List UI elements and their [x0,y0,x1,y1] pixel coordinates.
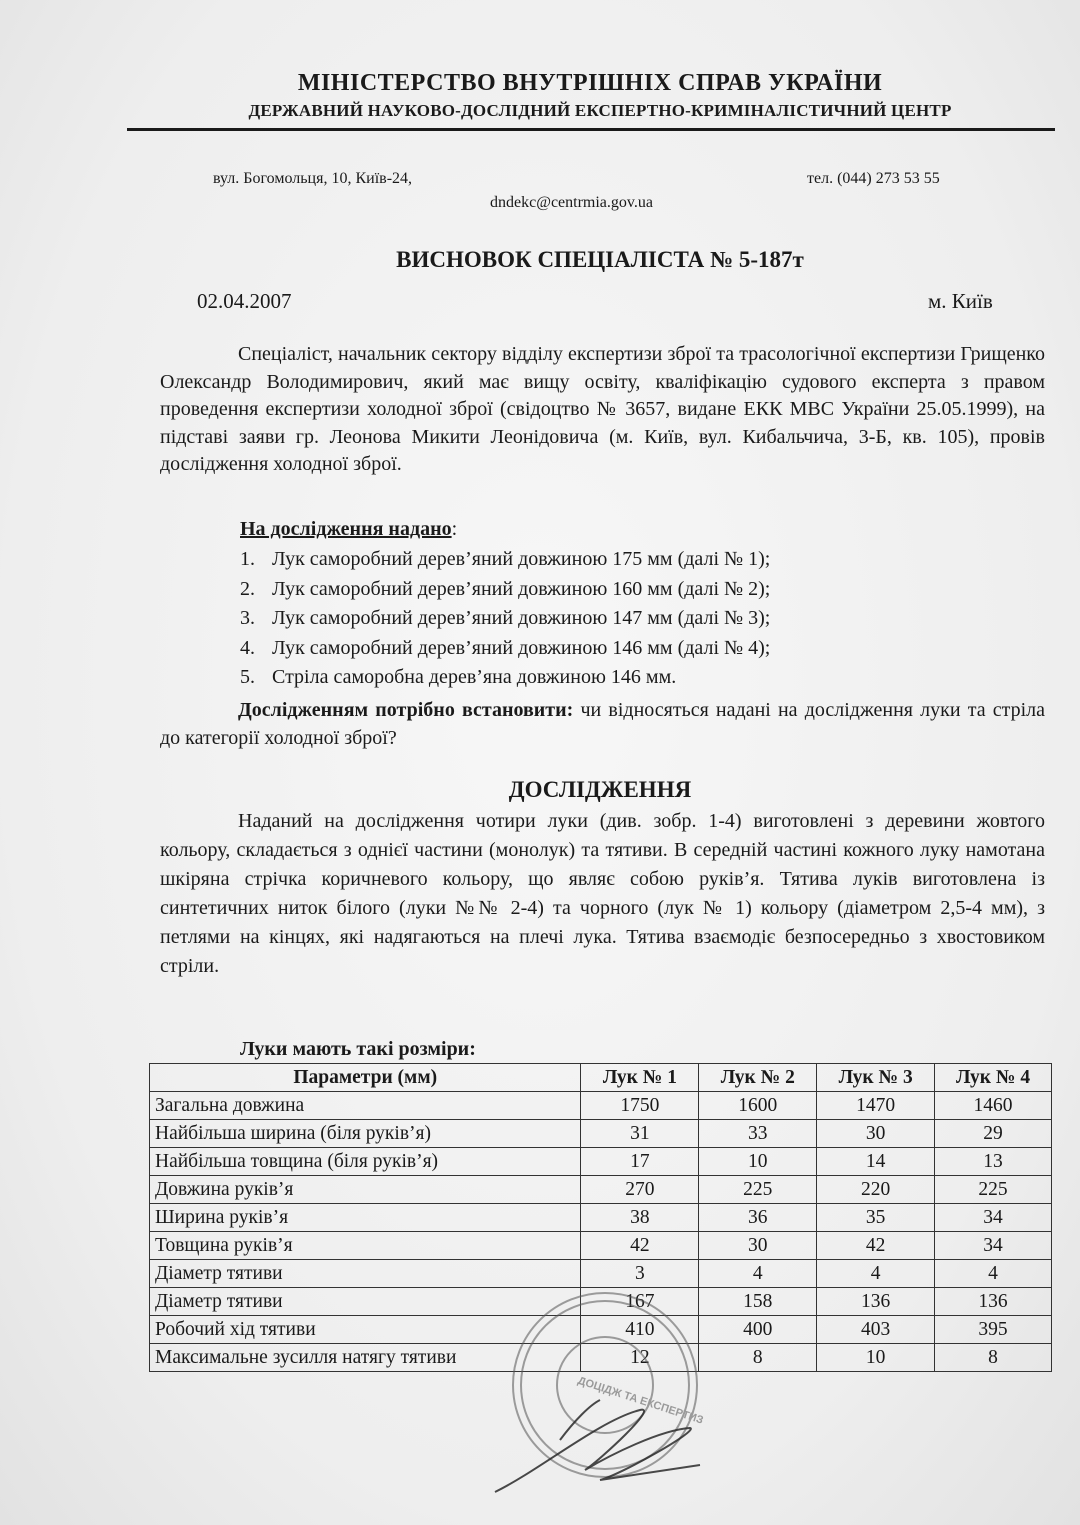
table-row [150,1260,1052,1288]
value-cell: 395 [935,1316,1052,1344]
center-name: ДЕРЖАВНИЙ НАУКОВО-ДОСЛІДНИЙ ЕКСПЕРТНО-КРИМІНАЛІСТИЧНИЙ ЦЕНТР [248,101,952,120]
document-city: м. Київ [928,289,993,313]
given-colon: : [451,518,458,540]
document-date: 02.04.2007 [197,289,292,313]
parameter-cell: Діаметр тятиви [150,1260,581,1288]
dimensions-table [149,1063,1052,1372]
parameter-cell: Найбільша ширина (біля руків’я) [150,1120,581,1148]
value-cell: 225 [699,1176,817,1204]
table-row [150,1120,1052,1148]
ministry-name: МІНІСТЕРСТВО ВНУТРІШНІХ СПРАВ УКРАЇНИ [297,70,883,96]
table-row [150,1176,1052,1204]
parameter-cell: Довжина руків’я [150,1176,581,1204]
parameter-cell: Найбільша товщина (біля руків’я) [150,1148,581,1176]
seal-text: ДОЦІДЖ ТА ЕКСПЕРТИЗ [576,1374,705,1427]
phone: тел. (044) 273 53 55 [807,170,940,187]
value-cell: 29 [935,1120,1052,1148]
signature [495,1400,700,1492]
list-item: 5. Стріла саморобна дерев’яна довжиною 146 мм. [240,666,677,688]
parameter-cell: Товщина руків’я [150,1232,581,1260]
question-label: Дослідженням потрібно встановити: [238,699,574,721]
table-row [150,1092,1052,1120]
question-paragraph [160,697,1045,752]
given-label: На дослідження надано [240,518,452,540]
value-cell: 8 [699,1344,817,1372]
value-cell: 42 [581,1232,699,1260]
table-body [150,1092,1052,1372]
value-cell: 1600 [699,1092,817,1120]
table-caption: Луки мають такі розміри: [240,1038,476,1060]
table-header-row [150,1064,1052,1092]
value-cell: 136 [817,1288,935,1316]
value-cell: 167 [581,1288,699,1316]
list-item: 4. Лук саморобний дерев’яний довжиною 146 мм (далі № 4); [240,636,771,659]
header-cell: Параметри (мм) [150,1064,581,1092]
value-cell: 136 [935,1288,1052,1316]
value-cell: 4 [817,1260,935,1288]
parameter-cell: Ширина руків’я [150,1204,581,1232]
parameter-cell: Діаметр тятиви [150,1288,581,1316]
value-cell: 8 [935,1344,1052,1372]
value-cell: 270 [581,1176,699,1204]
value-cell: 1470 [817,1092,935,1120]
value-cell: 30 [817,1120,935,1148]
value-cell: 3 [581,1260,699,1288]
list-item: 3. Лук саморобний дерев’яний довжиною 147 мм (далі № 3); [240,607,771,629]
given-heading [240,518,457,541]
value-cell: 10 [817,1344,935,1372]
value-cell: 10 [699,1148,817,1176]
table-row [150,1316,1052,1344]
list-item: 2. Лук саморобний дерев’яний довжиною 160 мм (далі № 2); [240,577,771,600]
value-cell: 35 [817,1204,935,1232]
research-paragraph: Наданий на дослідження чотири луки (див. зобр. 1-4) виготовлені з деревини жовтого кольору, складається з однієї частини (монолук) та тятиви. В середній частині кожного луку намотана шкіряна стрічка коричневого кольору, що являє собою руків’я. Тятива луків виготовлена із синтетичних ниток білого (луки №№ 2-4) та чорного (лук № 1) кольору (діаметром 2,5-4 мм), з петлями на кінцях, які надягаються на плечі лука. Тятива взаємодіє безпосередньо з хвостовиком стріли. [160,810,1045,977]
table-row [150,1232,1052,1260]
value-cell: 225 [935,1176,1052,1204]
parameter-cell: Загальна довжина [150,1092,581,1120]
header-rule [127,128,1055,131]
value-cell: 14 [817,1148,935,1176]
list-item: 1. Лук саморобний дерев’яний довжиною 175 мм (далі № 1); [240,548,771,570]
value-cell: 34 [935,1232,1052,1260]
header-cell: Лук № 4 [935,1064,1052,1092]
value-cell: 403 [817,1316,935,1344]
address: вул. Богомольця, 10, Київ-24, [213,170,413,187]
value-cell: 1460 [935,1092,1052,1120]
value-cell: 17 [581,1148,699,1176]
value-cell: 38 [581,1204,699,1232]
value-cell: 30 [699,1232,817,1260]
section-title: ДОСЛІДЖЕННЯ [508,777,692,802]
value-cell: 4 [935,1260,1052,1288]
value-cell: 13 [935,1148,1052,1176]
submitted-items-list [240,545,770,693]
value-cell: 400 [699,1316,817,1344]
intro-paragraph: Спеціаліст, начальник сектору відділу експертизи зброї та трасологічної експертизи Грищенко Олександр Володимирович, який має вищу освіту, кваліфікацію судового експерта з правом проведення експертизи холодної зброї (свідоцтво № 3657, видане ЕКК МВС України 25.05.1999), на підставі заяви гр. Леонова Микити Леонідовича (м. Київ, вул. Кибальчича, 3-Б, кв. 105), провів дослідження холодної зброї. [160,343,1045,475]
value-cell: 36 [699,1204,817,1232]
table-row [150,1204,1052,1232]
value-cell: 220 [817,1176,935,1204]
value-cell: 34 [935,1204,1052,1232]
parameter-cell: Робочий хід тятиви [150,1316,581,1344]
document-title: ВИСНОВОК СПЕЦІАЛІСТА № 5-187т [396,247,804,272]
value-cell: 4 [699,1260,817,1288]
table-row [150,1148,1052,1176]
value-cell: 31 [581,1120,699,1148]
parameter-cell: Максимальне зусилля натягу тятиви [150,1344,581,1372]
value-cell: 158 [699,1288,817,1316]
table-row [150,1288,1052,1316]
value-cell: 12 [581,1344,699,1372]
value-cell: 1750 [581,1092,699,1120]
value-cell: 410 [581,1316,699,1344]
header-cell: Лук № 2 [699,1064,817,1092]
value-cell: 33 [699,1120,817,1148]
table-row [150,1344,1052,1372]
email: dndekc@centrmia.gov.ua [490,194,653,211]
value-cell: 42 [817,1232,935,1260]
header-cell: Лук № 3 [817,1064,935,1092]
header-cell: Лук № 1 [581,1064,699,1092]
question-text: чи відносяться надані на дослідження луки та стріла до категорії холодної зброї? [160,699,1046,749]
